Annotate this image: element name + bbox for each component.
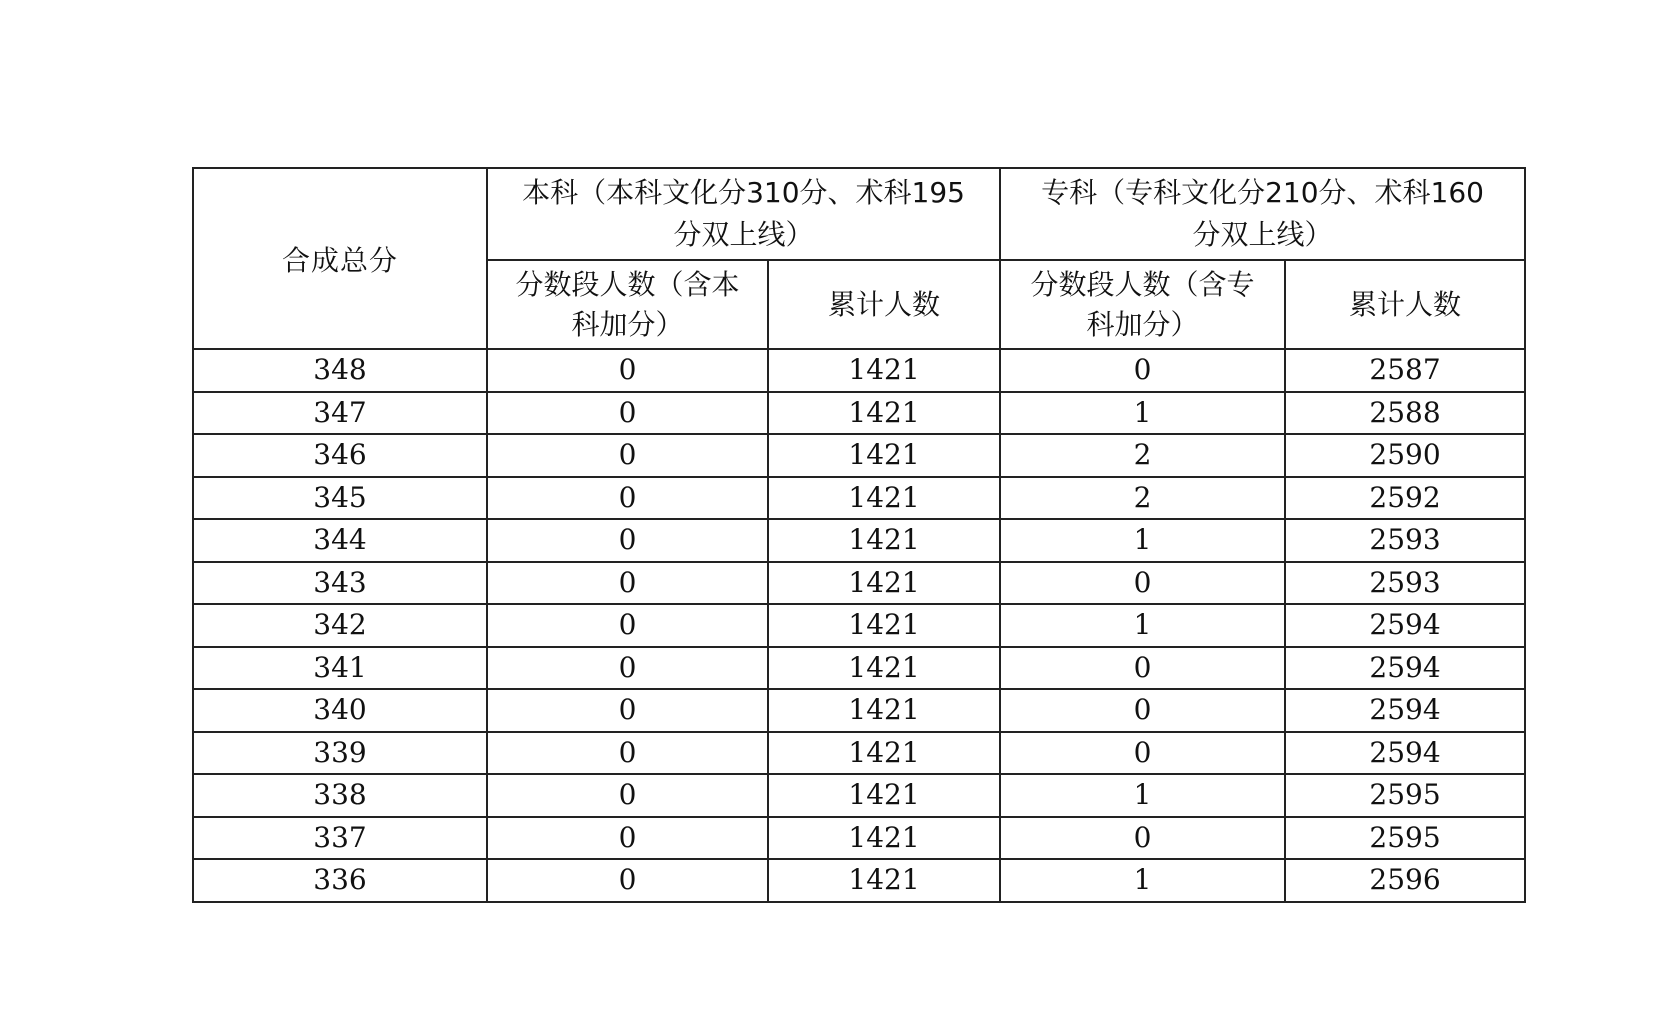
cell-college-cumulative: 2592 (1285, 477, 1525, 520)
cell-total-score: 338 (193, 774, 487, 817)
cell-college-segment: 0 (1000, 689, 1285, 732)
table-row (193, 519, 1525, 562)
header-college-group-line2: 分双上线） (1192, 218, 1333, 251)
cell-undergrad-cumulative: 1421 (768, 817, 1000, 860)
header-undergrad-group (487, 168, 1000, 260)
header-undergrad-group-line2: 分双上线） (673, 218, 814, 251)
table-row (193, 647, 1525, 690)
cell-college-cumulative: 2588 (1285, 392, 1525, 435)
table-row (193, 732, 1525, 775)
cell-college-segment: 0 (1000, 349, 1285, 392)
cell-undergrad-cumulative: 1421 (768, 392, 1000, 435)
score-distribution-table (192, 167, 1526, 903)
cell-undergrad-cumulative: 1421 (768, 519, 1000, 562)
cell-total-score: 341 (193, 647, 487, 690)
header-row-group (193, 168, 1525, 260)
cell-college-segment: 0 (1000, 817, 1285, 860)
cell-college-cumulative: 2596 (1285, 859, 1525, 902)
cell-college-segment: 0 (1000, 647, 1285, 690)
cell-college-cumulative: 2590 (1285, 434, 1525, 477)
cell-undergrad-segment: 0 (487, 477, 768, 520)
table-row (193, 392, 1525, 435)
cell-college-segment: 1 (1000, 859, 1285, 902)
cell-undergrad-cumulative: 1421 (768, 732, 1000, 775)
cell-total-score: 344 (193, 519, 487, 562)
table-body (193, 168, 1525, 902)
cell-undergrad-cumulative: 1421 (768, 434, 1000, 477)
table-row (193, 349, 1525, 392)
header-total-score: 合成总分 (193, 168, 487, 349)
cell-college-cumulative: 2595 (1285, 817, 1525, 860)
cell-total-score: 339 (193, 732, 487, 775)
cell-total-score: 346 (193, 434, 487, 477)
cell-college-segment: 2 (1000, 434, 1285, 477)
cell-college-cumulative: 2593 (1285, 562, 1525, 605)
cell-undergrad-segment: 0 (487, 689, 768, 732)
table-row (193, 817, 1525, 860)
cell-college-cumulative: 2594 (1285, 732, 1525, 775)
header-undergrad-segment-line2: 科加分） (571, 307, 684, 341)
header-college-segment (1000, 260, 1285, 349)
cell-college-cumulative: 2594 (1285, 647, 1525, 690)
cell-undergrad-segment: 0 (487, 562, 768, 605)
cell-total-score: 336 (193, 859, 487, 902)
cell-total-score: 340 (193, 689, 487, 732)
table-row (193, 604, 1525, 647)
header-college-cumulative: 累计人数 (1285, 260, 1525, 349)
cell-college-segment: 1 (1000, 604, 1285, 647)
cell-undergrad-cumulative: 1421 (768, 859, 1000, 902)
cell-college-segment: 0 (1000, 562, 1285, 605)
header-undergrad-group-line1: 本科（本科文化分310分、术科195 (522, 176, 965, 209)
cell-college-cumulative: 2593 (1285, 519, 1525, 562)
table-row (193, 562, 1525, 605)
header-college-group (1000, 168, 1525, 260)
cell-undergrad-cumulative: 1421 (768, 477, 1000, 520)
cell-college-cumulative: 2594 (1285, 604, 1525, 647)
cell-total-score: 342 (193, 604, 487, 647)
cell-total-score: 347 (193, 392, 487, 435)
cell-college-cumulative: 2594 (1285, 689, 1525, 732)
cell-college-segment: 1 (1000, 774, 1285, 817)
header-college-group-line1: 专科（专科文化分210分、术科160 (1041, 176, 1484, 209)
header-college-segment-line1: 分数段人数（含专 (1030, 267, 1255, 301)
table-row (193, 859, 1525, 902)
cell-undergrad-segment: 0 (487, 732, 768, 775)
cell-undergrad-segment: 0 (487, 392, 768, 435)
cell-undergrad-segment: 0 (487, 859, 768, 902)
cell-undergrad-segment: 0 (487, 519, 768, 562)
cell-total-score: 348 (193, 349, 487, 392)
cell-total-score: 345 (193, 477, 487, 520)
cell-undergrad-cumulative: 1421 (768, 647, 1000, 690)
table-row (193, 434, 1525, 477)
cell-undergrad-segment: 0 (487, 604, 768, 647)
cell-total-score: 343 (193, 562, 487, 605)
table-row (193, 477, 1525, 520)
header-college-segment-line2: 科加分） (1086, 307, 1199, 341)
cell-college-segment: 0 (1000, 732, 1285, 775)
cell-undergrad-segment: 0 (487, 647, 768, 690)
cell-undergrad-cumulative: 1421 (768, 774, 1000, 817)
cell-total-score: 337 (193, 817, 487, 860)
cell-college-cumulative: 2587 (1285, 349, 1525, 392)
cell-undergrad-cumulative: 1421 (768, 604, 1000, 647)
table-row (193, 689, 1525, 732)
table-row (193, 774, 1525, 817)
cell-undergrad-segment: 0 (487, 434, 768, 477)
header-undergrad-segment-line1: 分数段人数（含本 (515, 267, 740, 301)
cell-undergrad-segment: 0 (487, 774, 768, 817)
cell-undergrad-cumulative: 1421 (768, 349, 1000, 392)
header-undergrad-cumulative: 累计人数 (768, 260, 1000, 349)
cell-college-segment: 1 (1000, 392, 1285, 435)
cell-college-segment: 2 (1000, 477, 1285, 520)
cell-college-segment: 1 (1000, 519, 1285, 562)
cell-undergrad-cumulative: 1421 (768, 689, 1000, 732)
cell-undergrad-cumulative: 1421 (768, 562, 1000, 605)
header-undergrad-segment (487, 260, 768, 349)
cell-undergrad-segment: 0 (487, 817, 768, 860)
cell-undergrad-segment: 0 (487, 349, 768, 392)
cell-college-cumulative: 2595 (1285, 774, 1525, 817)
